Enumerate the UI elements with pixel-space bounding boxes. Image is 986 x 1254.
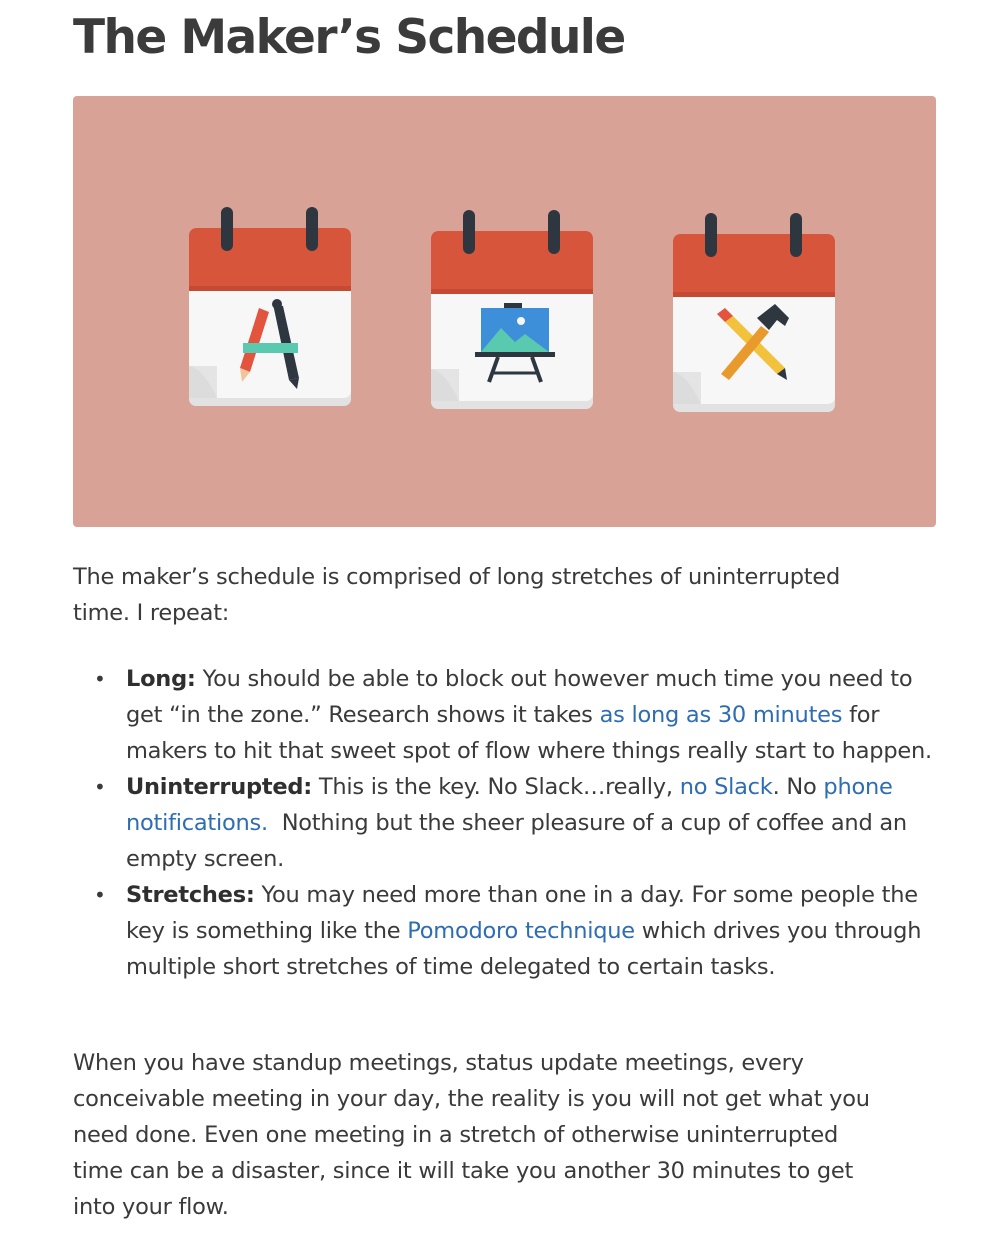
- text-uninterrupted-b: . No: [772, 774, 824, 800]
- list-item-uninterrupted: [73, 769, 937, 877]
- intro-line-1: The maker’s schedule is comprised of long stretches of uninterrupted: [73, 564, 840, 590]
- text-stretches-a: You may need more than one in a day. For some people the key is something like the: [126, 882, 918, 944]
- bullet-list: [73, 661, 937, 985]
- closing-line-1: When you have standup meetings, status update meetings, every: [73, 1050, 804, 1076]
- term-long: Long:: [126, 666, 196, 692]
- closing-line-2: conceivable meeting in your day, the reality is you will not get what you: [73, 1086, 870, 1112]
- list-item-long: [73, 661, 937, 769]
- text-long-b: for makers to hit that sweet spot of flow where things really start to happen.: [126, 702, 932, 764]
- closing-line-4: time can be a disaster, since it will take you another 30 minutes to get: [73, 1158, 854, 1184]
- list-item-stretches: [73, 877, 937, 985]
- text-uninterrupted-c: Nothing but the sheer pleasure of a cup of coffee and an empty screen.: [126, 810, 914, 872]
- bullet-icon: •: [94, 667, 106, 691]
- link-no-slack[interactable]: no Slack: [679, 774, 773, 800]
- term-uninterrupted: Uninterrupted:: [126, 774, 312, 800]
- intro-line-2: time. I repeat:: [73, 600, 230, 626]
- calendar-design-icon: [189, 207, 351, 406]
- term-stretches: Stretches:: [126, 882, 255, 908]
- bullet-icon: •: [94, 883, 106, 907]
- intro-paragraph: [73, 559, 937, 631]
- bullet-icon: •: [94, 775, 106, 799]
- page-title: The Maker’s Schedule: [73, 10, 625, 65]
- text-uninterrupted-a: This is the key. No Slack…really,: [311, 774, 680, 800]
- closing-line-5: into your flow.: [73, 1194, 229, 1220]
- closing-line-3: need done. Even one meeting in a stretch of otherwise uninterrupted: [73, 1122, 839, 1148]
- calendar-tools-icon: [673, 213, 835, 412]
- link-phone-notifications[interactable]: phone notifications.: [126, 774, 893, 836]
- closing-paragraph: [73, 1045, 937, 1225]
- text-stretches-b: which drives you through multiple short stretches of time delegated to certain tasks.: [126, 918, 922, 980]
- link-pomodoro-technique[interactable]: Pomodoro technique: [407, 918, 635, 944]
- text-long-a: You should be able to block out however much time you need to get “in the zone.” Research shows it takes: [126, 666, 913, 728]
- link-30-minutes[interactable]: as long as 30 minutes: [599, 702, 843, 728]
- calendar-easel-icon: [431, 210, 593, 409]
- hero-illustration: [73, 96, 936, 527]
- calendars-illustration: [73, 96, 936, 527]
